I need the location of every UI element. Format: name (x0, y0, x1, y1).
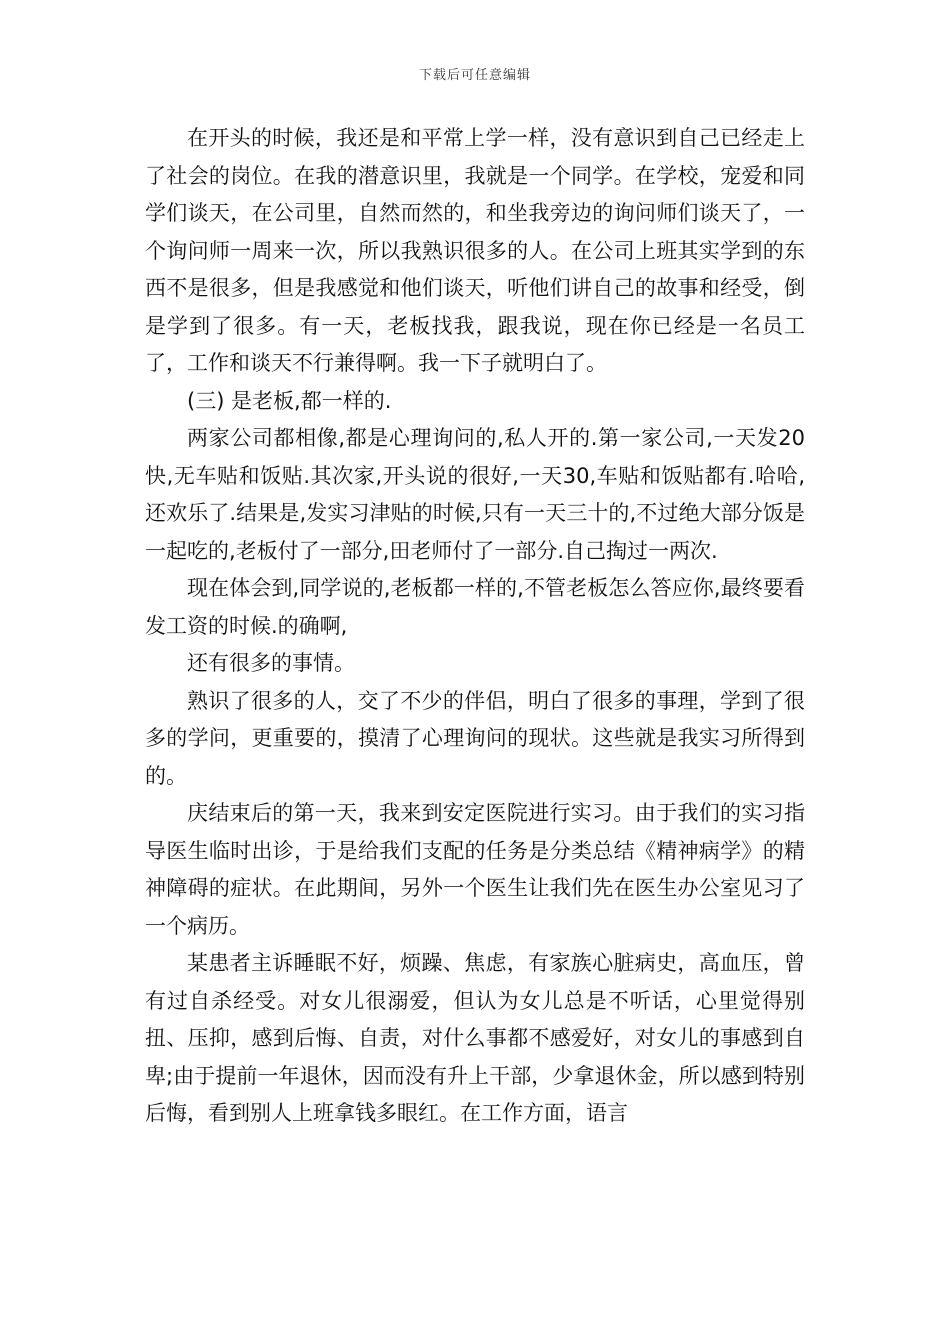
paragraph-2: (三) 是老板,都一样的. (187, 388, 392, 413)
paragraph-7: 庆结束后的第一天，我来到安定医院进行实习。由于我们的实习指导医生临时出诊，于是给我们支配的任务是分类总结《精神病学》的精神障碍的症状。在此期间，另外一个医生让我们先在医生办公室见习了一个病历。 (145, 801, 805, 938)
paragraph-3: 两家公司都相像,都是心理询问的,私人开的.第一家公司,一天发20快,无车贴和饭贴.其次家,开头说的很好,一天30,车贴和饭贴都有.哈哈,还欢乐了.结果是,发实习津贴的时候,只有一天三十的,不过绝大部分饭是一起吃的,老板付了一部分,田老师付了一部分.自己掏过一两次. (145, 426, 805, 563)
paragraph-6: 熟识了很多的人，交了不少的伴侣，明白了很多的事理，学到了很多的学问，更重要的，摸清了心理询问的现状。这些就是我实习所得到的。 (145, 688, 805, 788)
paragraph-1: 在开头的时候，我还是和平常上学一样，没有意识到自己已经走上了社会的岗位。在我的潜意识里，我就是一个同学。在学校，宠爱和同学们谈天，在公司里，自然而然的，和坐我旁边的询问师们谈天了，一个询问师一周来一次，所以我熟识很多的人。在公司上班其实学到的东西不是很多，但是我感觉和他们谈天，听他们讲自己的故事和经受，倒是学到了很多。有一天，老板找我，跟我说，现在你已经是一名员工了，工作和谈天不行兼得啊。我一下子就明白了。 (145, 126, 805, 375)
paragraph-5: 还有很多的事情。 (187, 651, 355, 675)
paragraph-4: 现在体会到,同学说的,老板都一样的,不管老板怎么答应你,最终要看发工资的时候.的确啊, (145, 576, 805, 638)
document-body (145, 120, 805, 1133)
page-header: 下载后可任意编辑 (418, 68, 531, 83)
paragraph-8: 某患者主诉睡眠不好，烦躁、焦虑，有家族心脏病史，高血压，曾有过自杀经受。对女儿很溺爱，但认为女儿总是不听话，心里觉得别扭、压抑，感到后悔、自责，对什么事都不感爱好，对女儿的事感到自卑;由于提前一年退休，因而没有升上干部，少拿退休金，所以感到特别后悔，看到别人上班拿钱多眼红。在工作方面，语言 (145, 951, 805, 1125)
